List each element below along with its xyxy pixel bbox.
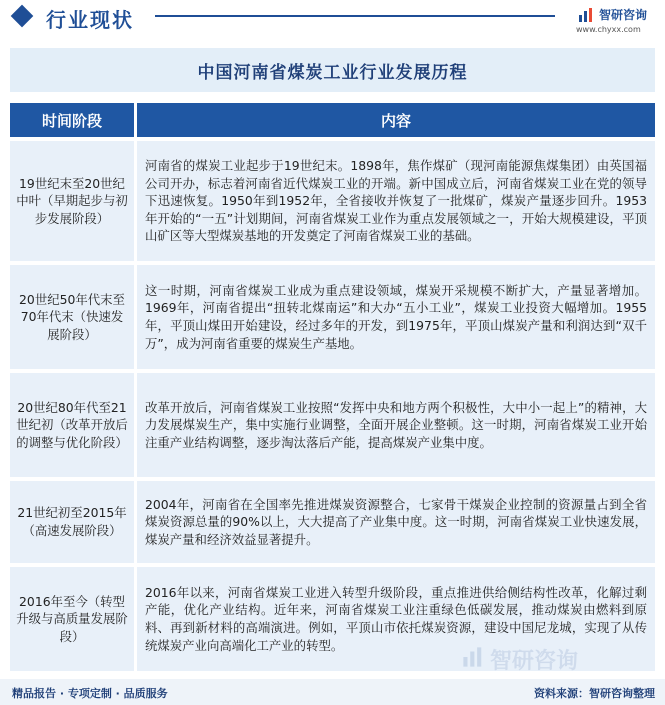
document-title: 中国河南省煤炭工业行业发展历程 <box>197 62 468 83</box>
content-cell: 2016年以来，河南省煤炭工业进入转型升级阶段，重点推进供给侧结构性改革，化解过剩产能，优化产业结构。近年来，河南省煤炭工业注重绿色低碳发展，推动煤炭由燃料到原料、再到新材料的高端演进。例如，平顶山市依托煤炭资源，建设中国尼龙城，实现了从传统煤炭产业向高端化工产业的转型。 <box>137 567 655 671</box>
diamond-icon <box>11 5 34 28</box>
table-row <box>10 373 655 477</box>
section-header <box>0 0 665 36</box>
content-cell: 河南省的煤炭工业起步于19世纪末。1898年，焦作煤矿（现河南能源焦煤集团）由英国福公司开办，标志着河南省近代煤炭工业的开端。新中国成立后，河南省煤炭工业在党的领导下迅速恢复。1950年到1952年，全省接收并恢复了一批煤矿，煤炭产量逐步回升。1953年开始的“一五”计划期间，河南省煤炭工业作为重点发展领域之一，开始大规模建设，平顶山矿区等大型煤炭基地的开发奠定了河南省煤炭工业的基础。 <box>137 141 655 261</box>
section-title: 行业现状 <box>46 8 134 32</box>
footer-tagline: 精品报告 · 专项定制 · 品质服务 <box>12 687 168 700</box>
document-title-bar <box>10 48 655 92</box>
period-cell: 19世纪末至20世纪中叶（早期起步与初步发展阶段） <box>10 141 137 261</box>
brand-url: www.chyxx.com <box>576 25 641 34</box>
brand-logo-icon <box>578 7 594 23</box>
brand-name: 智研咨询 <box>599 8 648 22</box>
data-source: 资料来源：智研咨询整理 <box>534 687 655 700</box>
watermark-logo-icon <box>462 646 484 668</box>
header-divider <box>155 15 555 17</box>
table-row <box>10 141 655 261</box>
watermark-text: 智研咨询 <box>490 649 579 674</box>
development-history-table <box>10 99 655 675</box>
column-header-content: 内容 <box>137 103 655 137</box>
footer-bar <box>0 679 665 705</box>
content-cell: 这一时期，河南省煤炭工业成为重点建设领域，煤炭开采规模不断扩大，产量显著增加。1969年，河南省提出“扭转北煤南运”和大办“五小工业”，煤炭工业投资大幅增加。1955年，平顶山煤田开始建设，经过多年的开发，到1975年，平顶山煤炭产量和利润达到“双千万”，成为河南省重要的煤炭生产基地。 <box>137 265 655 369</box>
period-cell: 20世纪80年代至21世纪初（改革开放后的调整与优化阶段） <box>10 373 137 477</box>
table-row <box>10 481 655 563</box>
period-cell: 21世纪初至2015年（高速发展阶段） <box>10 481 137 563</box>
table-header-row <box>10 103 655 137</box>
content-cell: 改革开放后，河南省煤炭工业按照“发挥中央和地方两个积极性，大中小一起上”的精神，大力发展煤炭生产，集中实施行业调整，全面开展企业整顿。这一时期，河南省煤炭工业开始注重产业结构调整，逐步淘汰落后产能，提高煤炭产业集中度。 <box>137 373 655 477</box>
content-cell: 2004年，河南省在全国率先推进煤炭资源整合，七家骨干煤炭企业控制的资源量占到全省煤炭资源总量的90%以上，大大提高了产业集中度。这一时期，河南省煤炭工业快速发展，煤炭产量和经济效益显著提升。 <box>137 481 655 563</box>
table-row <box>10 265 655 369</box>
period-cell: 2016年至今（转型升级与高质量发展阶段） <box>10 567 137 671</box>
period-cell: 20世纪50年代末至70年代末（快速发展阶段） <box>10 265 137 369</box>
column-header-period: 时间阶段 <box>10 103 137 137</box>
